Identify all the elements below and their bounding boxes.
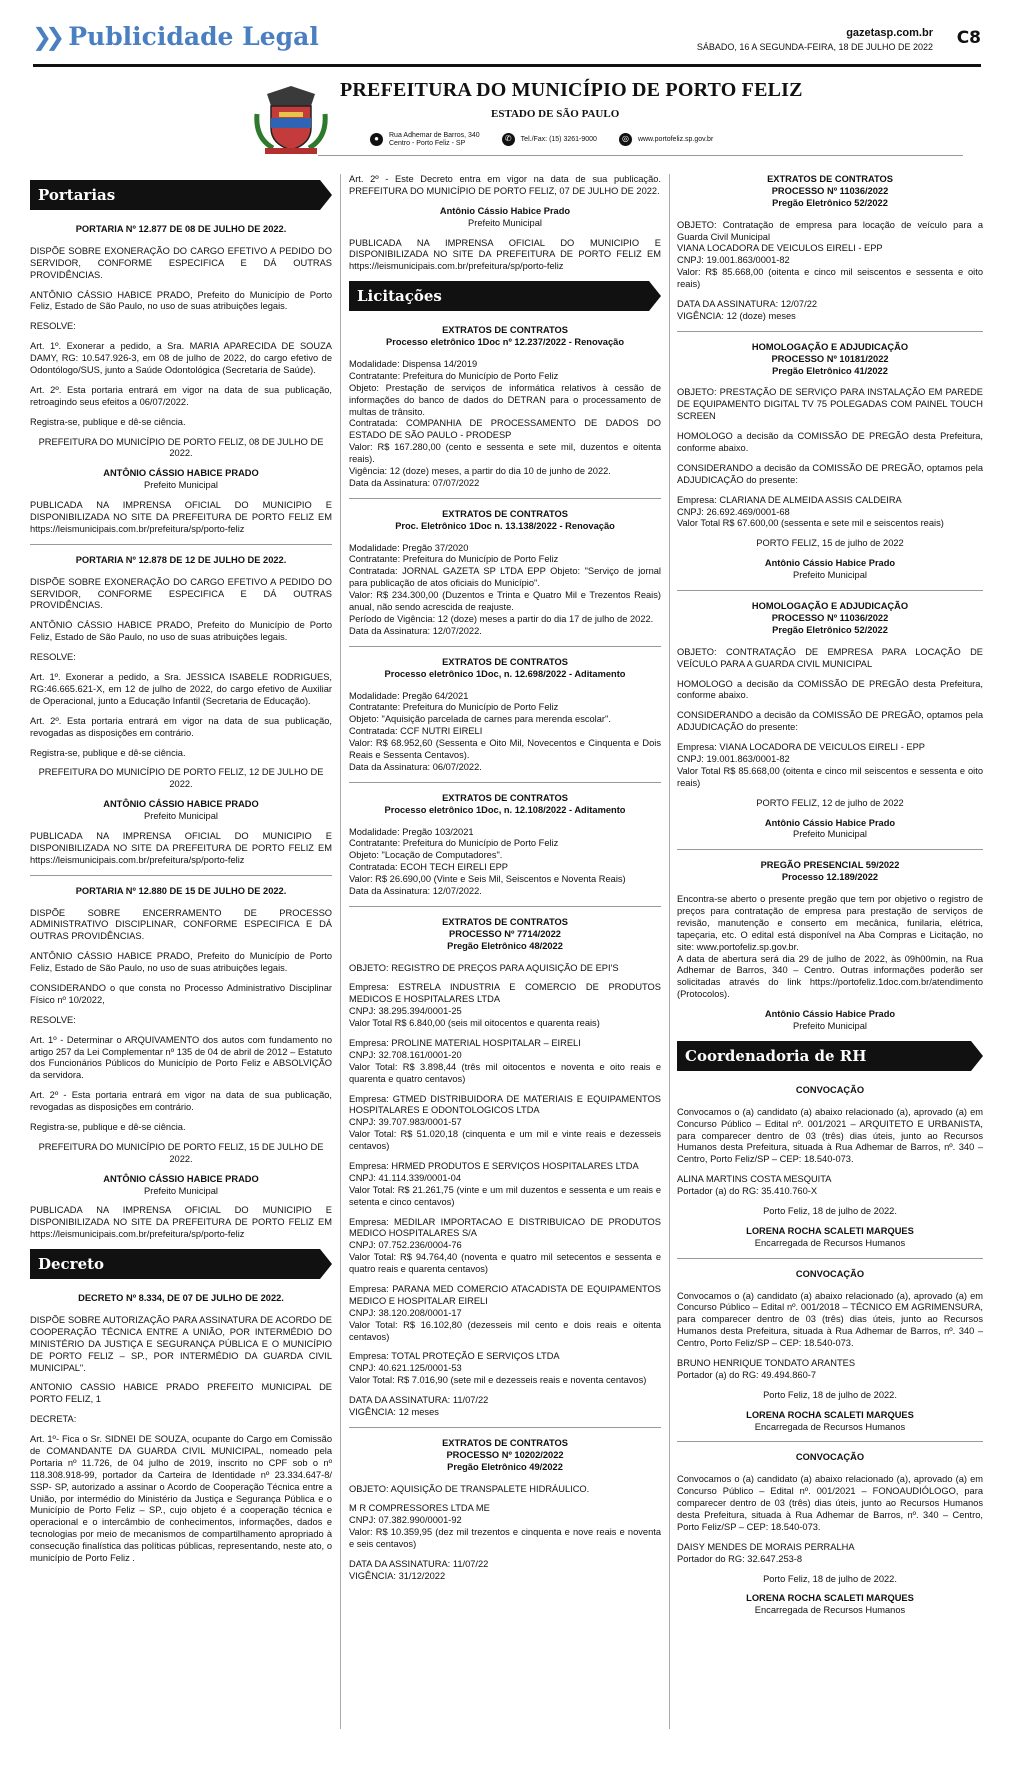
notice-place-date: Porto Feliz, 18 de julho de 2022. [763,1206,897,1216]
notice-paragraph: CONSIDERANDO a decisão da COMISSÃO DE PREGÃO, optamos pela ADJUDICAÇÃO do presente: [677,710,983,733]
publication-note: PUBLICADA NA IMPRENSA OFICIAL DO MUNICIPIO E DISPONIBILIZADA NO SITE DA PREFEITURA DE PORTO FELIZ EM https://leismunicipais.com.br/prefeitura/sp/porto-feliz [30,830,332,865]
item-divider [677,331,983,332]
section-header: Licitações [349,281,649,311]
notice-paragraph: Modalidade: Pregão 37/2020 Contratante: Prefeitura do Município de Porto Feliz Contratada: JORNAL GAZETA SP LTDA EPP Objeto: "Serviço de jornal para publicação de atos oficiais do Município". Valor: R$ 234.300,00 (Duzentos e Trinta e Quatro Mil e Trezentos Reais) anual, não sendo acrescida de reajuste. Período de Vigência: 12 (doze) meses a partir do dia 17 de julho de 2022. Data da Assinatura: 12/07/2022. [349,542,661,636]
prefeitura-subtitle: ESTADO DE SÃO PAULO [491,108,620,120]
notice-paragraph: Empresa: PARANA MED COMERCIO ATACADISTA DE EQUIPAMENTOS MEDICO E HOSPITALAR EIRELI CNPJ: 38.120.208/0001-17 Valor Total: R$ 16.102,80 (dezesseis mil cento e dois reais e oitenta centavos) [349,1284,661,1342]
notice-paragraph: Empresa: CLARIANA DE ALMEIDA ASSIS CALDEIRA CNPJ: 26.692.469/0001-68 Valor Total R$ 67.600,00 (sessenta e sete mil e seiscentos reais) [677,494,944,529]
column-2 [349,174,661,1591]
signer-name: Antônio Cássio Habice Prado [764,558,896,569]
coat-of-arms-icon [251,84,331,156]
notice-heading-line: PROCESSO Nº 10181/2022 [771,353,889,364]
page-header [0,0,1011,64]
column-divider [340,174,341,1729]
signature-block [677,1593,983,1617]
notice-paragraph: Art. 2º. Esta portaria entrará em vigor na data de sua publicação, revogadas as disposições em contrário. [30,715,332,738]
notice-paragraph: RESOLVE: [30,321,76,332]
notice-item [677,860,983,1033]
notice-heading-line: PORTARIA Nº 12.880 DE 15 DE JULHO DE 2022. [75,885,287,896]
notice-paragraph: Empresa: TOTAL PROTEÇÃO E SERVIÇOS LTDA CNPJ: 40.621.125/0001-53 Valor Total: R$ 7.016,90 (sete mil e dezesseis reais e noventa centavos) [349,1351,647,1386]
notice-heading-line: EXTRATOS DE CONTRATOS [442,792,568,803]
notice-paragraph: RESOLVE: [30,1014,76,1025]
notice-paragraph: Art. 1º - Determinar o ARQUIVAMENTO dos autos com fundamento no artigo 257 da Lei Complementar nº 135 de 04 de abril de 2012 – Estatuto dos Funcionários Públicos do Município de Porto Feliz e ABSOLVIÇÃO da servidora. [30,1034,332,1081]
contact-bar [370,132,735,147]
notice-heading-line: CONVOCAÇÃO [795,1268,865,1279]
notice-paragraph: ALINA MARTINS COSTA MESQUITA Portador (a) do RG: 35.410.760-X [677,1174,832,1197]
notice-heading [349,657,661,681]
item-divider [677,849,983,850]
signer-name: Antônio Cássio Habice Prado [439,205,571,216]
notice-paragraph: Convocamos o (a) candidato (a) abaixo relacionado (a), aprovado (a) em Concurso Público – Edital nº. 001/2021 – FONOAUDIÓLOGO, para comparecer dentro de 03 (três) dias úteis, junto ao Recursos Humanos desta Prefeitura, situada à Rua Adhemar de Barros, nº. 340 – Centro, Porto Feliz/SP – CEP: 18.540-073. [677,1474,983,1532]
item-divider [349,646,661,647]
section-brand [32,24,319,49]
phone-contact [502,133,597,146]
notice-paragraph: Modalidade: Pregão 64/2021 Contratante: Prefeitura do Município de Porto Feliz Objeto: "Aquisição parcelada de carnes para merenda escolar". Contratada: CCF NUTRI EIRELI Valor: R$ 68.952,60 (Sessenta e Oito Mil, Novecentos e Cinquenta e Dois Reais e Sessenta Centavos). Data da Assinatura: 06/07/2022. [349,690,661,772]
notice-paragraph: OBJETO: PRESTAÇÃO DE SERVIÇO PARA INSTALAÇÃO EM PAREDE DE EQUIPAMENTO DIGITAL TV 75 POLEGADAS COM PAINEL TOUCH SCREEN [677,387,983,422]
notice-item [677,174,983,323]
notice-item [677,1269,983,1434]
notice-item [677,342,983,582]
notice-place-date: PORTO FELIZ, 15 de julho de 2022 [756,538,904,549]
notice-heading-line: Proc. Eletrônico 1Doc n. 13.138/2022 - Renovação [395,520,615,531]
notice-heading [349,1438,661,1474]
notice-paragraph: M R COMPRESSORES LTDA ME CNPJ: 07.382.990/0001-92 Valor: R$ 10.359,95 (dez mil trezentos e cinquenta e nove reais e noventa e seis centavos) [349,1503,661,1550]
notice-paragraph: OBJETO: AQUISIÇÃO DE TRANSPALETE HIDRÁULICO. [349,1483,590,1494]
notice-heading [30,555,332,567]
notice-paragraph: Registra-se, publique e dê-se ciência. [30,416,186,427]
notice-item [349,1438,661,1583]
notice-paragraph: Empresa: ESTRELA INDUSTRIA E COMERCIO DE PRODUTOS MEDICOS E HOSPITALARES LTDA CNPJ: 38.295.394/0001-25 Valor Total R$ 6.840,00 (seis mil oitocentos e quarenta reais) [349,982,661,1029]
masthead [33,70,981,170]
notice-heading [677,1269,983,1281]
notice-paragraph: Empresa: GTMED DISTRIBUIDORA DE MATERIAIS E EQUIPAMENTOS HOSPITALARES E ODONTOLOGICOS LTDA CNPJ: 39.707.983/0001-57 Valor Total: R$ 51.020,18 (cinquenta e um mil e vinte reais e dezesseis centavos) [349,1093,661,1152]
page-number: C8 [956,28,981,48]
notice-heading-line: PORTARIA Nº 12.878 DE 12 DE JULHO DE 2022. [75,554,287,565]
notice-paragraph: Convocamos o (a) candidato (a) abaixo relacionado (a), aprovado (a) em Concurso Público – Edital nº. 001/2018 – TÉCNICO EM AGRIMENSURA, para comparecer dentro de 03 (três) dias úteis, junto ao Recursos Humanos desta Prefeitura, situada à Rua Adhemar de Barros, nº. 340 – Centro, Porto Feliz/SP – CEP: 18.540-073. [677,1290,983,1349]
notice-heading [677,174,983,210]
notice-paragraph: Modalidade: Pregão 103/2021 Contratante: Prefeitura do Município de Porto Feliz Objeto: "Locação de Computadores". Contratada: ECOH TECH EIRELI EPP Valor: R$ 26.690,00 (Vinte e Seis Mil, Seiscentos e Noventa Reais) Data da Assinatura: 12/07/2022. [349,826,626,896]
notice-paragraph: ANTÔNIO CÁSSIO HABICE PRADO, Prefeito do Município de Porto Feliz, Estado de São Paulo, no uso de suas atribuições legais. [30,289,332,312]
notice-paragraph: DATA DA ASSINATURA: 11/07/22 VIGÊNCIA: 31/12/2022 [349,1559,489,1581]
notice-heading-line: HOMOLOGAÇÃO E ADJUDICAÇÃO [751,341,909,352]
notice-place-date: Porto Feliz, 18 de julho de 2022. [763,1573,897,1584]
notice-paragraph: Art. 1º. Exonerar a pedido, a Sra. MARIA APARECIDA DE SOUZA DAMY, RG: 10.547.926-3, em 08 de julho de 2022, do cargo efetivo de Odontólogo/SUS, junto a Saúde Odontológica (Secretaria de Saúde). [30,341,332,376]
notice-paragraph: CONSIDERANDO o que consta no Processo Administrativo Disciplinar Físico nº 10/2022, [30,982,332,1005]
signer-role: Prefeito Municipal [793,829,867,840]
notice-paragraph: DISPÕE SOBRE ENCERRAMENTO DE PROCESSO ADMINISTRATIVO DISCIPLINAR, CONFORME ESPECIFICA E DÁ OUTRAS PROVIDÊNCIAS. [30,907,332,942]
signature-block [677,818,983,842]
signer-role: Prefeito Municipal [144,480,218,491]
phone-icon: ✆ [502,133,515,146]
section-header: Decreto [30,1249,320,1279]
notice-place-date: PREFEITURA DO MUNICÍPIO DE PORTO FELIZ, 12 DE JULHO DE 2022. [38,767,324,790]
notice-heading [677,601,983,637]
notice-item [30,224,332,536]
notice-paragraph: Art. 2º - Esta portaria entrará em vigor na data de sua publicação, revogadas as disposições em contrário. [30,1090,332,1113]
notice-heading-line: PROCESSO Nº 10202/2022 [446,1449,564,1460]
notice-paragraph: DAISY MENDES DE MORAIS PERRALHA Portador do RG: 32.647.253-8 [677,1541,855,1564]
notice-heading [349,325,661,349]
header-rule [33,64,981,67]
signer-name: Antônio Cássio Habice Prado [764,1009,896,1020]
phone-text: Tel./Fax: (15) 3261-9000 [520,135,597,143]
signature-block [677,1410,983,1434]
notice-paragraph: Empresa: VIANA LOCADORA DE VEICULOS EIRELI - EPP CNPJ: 19.001.863/0001-82 Valor Total R$ 85.668,00 (oitenta e cinco mil seiscentos e sessenta e oito reais) [677,742,983,788]
notice-heading-line: EXTRATOS DE CONTRATOS [442,656,568,667]
notice-paragraph: CONSIDERANDO a decisão da COMISSÃO DE PREGÃO, optamos pela ADJUDICAÇÃO do presente: [677,462,983,485]
notice-heading-line: Pregão Eletrônico 52/2022 [772,197,888,208]
address-line-1: Rua Adhemar de Barros, 340 [389,132,480,139]
notice-place-date: PREFEITURA DO MUNICÍPIO DE PORTO FELIZ, 08 DE JULHO DE 2022. [38,436,324,459]
notice-paragraph: OBJETO: Contratação de empresa para locação de veículo para a Guarda Civil Municipal VIANA LOCADORA DE VEICULOS EIRELI - EPP CNPJ: 19.001.863/0001-82 Valor: R$ 85.668,00 (oitenta e cinco mil seiscentos e sessenta e oito reais) [677,219,983,290]
notice-paragraph: RESOLVE: [30,652,76,663]
notice-paragraph: HOMOLOGO a decisão da COMISSÃO DE PREGÃO desta Prefeitura, conforme abaixo. [677,678,983,701]
signer-name: ANTÔNIO CÁSSIO HABICE PRADO [103,799,259,810]
notice-place-date: Porto Feliz, 18 de julho de 2022. [763,1389,897,1400]
notice-heading-line: DECRETO Nº 8.334, DE 07 DE JULHO DE 2022. [78,1293,284,1304]
notice-heading-line: EXTRATOS DE CONTRATOS [442,508,568,519]
address-text [389,132,480,147]
address-contact [370,132,480,147]
item-divider [677,590,983,591]
notice-heading-line: EXTRATOS DE CONTRATOS [767,174,893,184]
section-header: Coordenadoria de RH [677,1041,971,1071]
notice-heading [30,224,332,236]
notice-paragraph: Empresa: MEDILAR IMPORTACAO E DISTRIBUICAO DE PRODUTOS MEDICO HOSPITALARES S/A CNPJ: 07.752.236/0004-76 Valor Total: R$ 94.764,40 (noventa e quatro mil setecentos e sessenta e quatro reais e quarenta centavos) [349,1216,661,1275]
item-divider [349,906,661,907]
column-3 [677,174,983,1625]
signer-role: Prefeito Municipal [144,811,218,822]
notice-paragraph: Art. 1º- Fica o Sr. SIDNEI DE SOUZA, ocupante do Cargo em Comissão de COMANDANTE DA GUARDA CIVIL MUNICIPAL, nomeado pela Portaria nº 11.726, de 04 julho de 2019, inscrito no CPF sob o nº 118.308.918-99, portador da Carteira de Identidade nº 23.334.647-8/ SSP- SP, autorizado a assinar o Acordo de Cooperação Técnica entre a União, por intermédio do Ministério da Justiça e Segurança Pública e o Município de Porto Feliz – SP., cujo objeto é a cooperação técnica e operacional e o intercâmbio de conhecimentos, informações, dados e tecnologias por meio de mecanismos de compartilhamento apropriado à consecução finalística das políticas públicas, representando, neste ato, o município de Porto Feliz . [30,1434,332,1564]
notice-paragraph: DISPÕE SOBRE EXONERAÇÃO DO CARGO EFETIVO A PEDIDO DO SERVIDOR, CONFORME ESPECIFICA E DÁ OUTRAS PROVIDÊNCIAS. [30,576,332,611]
publication-note: PUBLICADA NA IMPRENSA OFICIAL DO MUNICIPIO E DISPONIBILIZADA NO SITE DA PREFEITURA DE PORTO FELIZ EM https://leismunicipais.com.br/prefeitura/sp/porto-feliz [30,500,332,534]
notice-heading [30,886,332,898]
item-divider [30,875,332,876]
signature-block [677,1009,983,1033]
issue-date: SÁBADO, 16 A SEGUNDA-FEIRA, 18 DE JULHO DE 2022 [696,42,933,52]
notice-heading [349,509,661,533]
notice-heading-line: Pregão Eletrônico 41/2022 [772,365,888,376]
publication-note: PUBLICADA NA IMPRENSA OFICIAL DO MUNICIPIO E DISPONIBILIZADA NO SITE DA PREFEITURA DE PORTO FELIZ EM https://leismunicipais.com.br/prefeitura/sp/porto-feliz [30,1205,332,1240]
notice-heading-line: EXTRATOS DE CONTRATOS [442,325,568,336]
notice-paragraph: ANTONIO CASSIO HABICE PRADO PREFEITO MUNICIPAL DE PORTO FELIZ, 1 [30,1382,332,1405]
signer-role: Prefeito Municipal [793,570,867,581]
notice-paragraph: DISPÕE SOBRE EXONERAÇÃO DO CARGO EFETIVO A PEDIDO DO SERVIDOR, CONFORME ESPECIFICA E DÁ OUTRAS PROVIDÊNCIAS. [30,245,332,280]
double-chevron-icon: ❯❯ [32,22,59,51]
notice-heading-line: CONVOCAÇÃO [795,1084,865,1095]
signer-role: Prefeito Municipal [468,217,542,228]
notice-heading-line: HOMOLOGAÇÃO E ADJUDICAÇÃO [751,601,909,612]
column-1 [30,174,332,1573]
site-url[interactable]: gazetasp.com.br [846,27,933,39]
signer-role: Encarregada de Recursos Humanos [754,1605,906,1616]
notice-paragraph: Empresa: PROLINE MATERIAL HOSPITALAR – EIRELI CNPJ: 32.708.161/0001-20 Valor Total: R$ 3.898,44 (três mil oitocentos e noventa e oito reais e quarenta e quatro centavos) [349,1037,661,1084]
notice-paragraph: Art. 2º - Este Decreto entra em vigor na data de sua publicação. PREFEITURA DO MUNICÍPIO DE PORTO FELIZ, 07 DE JULHO DE 2022. [349,174,661,196]
prefeitura-title: PREFEITURA DO MUNICÍPIO DE PORTO FELIZ [340,79,803,101]
notice-heading [30,1293,332,1305]
notice-heading-line: PROCESSO Nº 7714/2022 [449,928,561,939]
signature-block [30,468,332,492]
notice-paragraph: OBJETO: REGISTRO DE PREÇOS PARA AQUISIÇÃO DE EPI'S [349,962,619,973]
signature-block [30,1174,332,1198]
notice-heading-line: Pregão Eletrônico 49/2022 [447,1461,563,1472]
notice-paragraph: Registra-se, publique e dê-se ciência. [30,1121,186,1132]
notice-paragraph: HOMOLOGO a decisão da COMISSÃO DE PREGÃO desta Prefeitura, conforme abaixo. [677,431,983,454]
notice-paragraph: Modalidade: Dispensa 14/2019 Contratante: Prefeitura do Município de Porto Feliz Objeto: Prestação de serviços de informática relativos à cessão de informações do banco de dados do DETRAN para o processamento de multas de trânsito. Contratada: COMPANHIA DE PROCESSAMENTO DE DADOS DO ESTADO DE SÃO PAULO - PRODESP Valor: R$ 167.280,00 (cento e sessenta e sete mil, duzentos e oitenta reais). Vigência: 12 (doze) meses, a partir do dia 10 de junho de 2022. Data da Assinatura: 07/07/2022 [349,359,661,488]
notice-heading [677,860,983,884]
notice-paragraph: Encontra-se aberto o presente pregão que tem por objetivo o registro de preços para contratação de empresa para prestação de serviços de revisão, manutenção e conserto em mecânica, funilaria, elétrica, tapeçaria, etc. O edital está disponível na Aba Compras e Licitação, no site: www.portofeliz.sp.gov.br. A data de abertura será dia 29 de julho de 2022, às 09h00min, na Rua Adhemar de Barros, 340 – Centro. Outras informações poderão ser solicitadas através do link https://portofeliz.1doc.com.br/atendimento (Protocolos). [677,894,983,1000]
notice-paragraph: Registra-se, publique e dê-se ciência. [30,747,186,758]
notice-paragraph: Art. 1º. Exonerar a pedido, a Sra. JESSICA ISABELE RODRIGUES, RG:46.665.621-X, em 12 de julho de 2022, do cargo efetivo de Auxiliar de Operacional, junto a Educação Infantil (Secretaria de Educação). [30,672,332,706]
item-divider [349,782,661,783]
signer-name: ANTÔNIO CÁSSIO HABICE PRADO [103,1173,259,1184]
notice-paragraph: DATA DA ASSINATURA: 11/07/22 VIGÊNCIA: 12 meses [349,1395,489,1418]
web-text[interactable]: www.portofeliz.sp.gov.br [637,135,714,143]
signature-block [349,206,661,230]
item-divider [677,1258,983,1259]
notice-item [30,555,332,867]
notice-heading-line: EXTRATOS DE CONTRATOS [442,916,568,927]
signer-name: LORENA ROCHA SCALETI MARQUES [746,1593,914,1604]
notice-heading [677,1452,983,1464]
signer-role: Encarregada de Recursos Humanos [754,1421,906,1432]
publication-note: PUBLICADA NA IMPRENSA OFICIAL DO MUNICIPIO E DISPONIBILIZADA NO SITE DA PREFEITURA DE PORTO FELIZ EM https://leismunicipais.com.br/prefeitura/sp/porto-feliz [349,237,661,272]
notice-heading-line: EXTRATOS DE CONTRATOS [442,1437,568,1448]
notice-paragraph: ANTÔNIO CÁSSIO HABICE PRADO, Prefeito do Município de Porto Feliz, Estado de São Paulo, no uso de suas atribuições legais. [30,620,332,643]
notice-item [677,601,983,841]
signer-name: LORENA ROCHA SCALETI MARQUES [746,1409,914,1420]
location-pin-icon: ● [370,133,383,146]
notice-heading-line: CONVOCAÇÃO [795,1452,865,1463]
web-contact [619,133,713,146]
signer-name: ANTÔNIO CÁSSIO HABICE PRADO [103,468,259,479]
notice-heading [677,1085,983,1097]
signer-role: Prefeito Municipal [144,1185,218,1196]
notice-heading [349,793,661,817]
notice-place-date: PREFEITURA DO MUNICÍPIO DE PORTO FELIZ, 15 DE JULHO DE 2022. [38,1141,324,1164]
notice-paragraph: DATA DA ASSINATURA: 12/07/22 VIGÊNCIA: 12 (doze) meses [677,299,818,321]
notice-item [349,509,661,638]
notice-paragraph: DISPÕE SOBRE AUTORIZAÇÃO PARA ASSINATURA DE ACORDO DE COOPERAÇÃO TÉCNICA ENTRE A UNIÃO, POR INTERMÉDIO DO MINISTÉRIO DA JUSTIÇA E SEGURANÇA PÚBLICA E O MUNICÍPIO DE PORTO FELIZ – SP., POR INTERMÉDIO DA GUARDA CIVIL MUNICIPAL". [30,1315,332,1373]
notice-item [30,1293,332,1565]
notice-item [349,793,661,898]
notice-paragraph: BRUNO HENRIQUE TONDATO ARANTES Portador (a) do RG: 49.494.860-7 [677,1358,856,1380]
notice-item [349,174,661,273]
notice-heading-line: Pregão Eletrônico 48/2022 [447,940,563,951]
notice-paragraph: OBJETO: CONTRATAÇÃO DE EMPRESA PARA LOCAÇÃO DE VEÍCULO PARA A GUARDA CIVIL MUNICIPAL [677,646,983,669]
item-divider [30,544,332,545]
notice-heading-line: PREGÃO PRESENCIAL 59/2022 [760,860,900,871]
notice-item [349,325,661,490]
signature-block [677,1226,983,1250]
section-header: Portarias [30,180,320,210]
signature-block [30,799,332,823]
column-divider [669,174,670,1729]
notice-item [677,1085,983,1250]
notice-heading-line: Processo eletrônico 1Doc, n. 12.108/2022 - Aditamento [384,804,626,815]
globe-icon: ◎ [619,133,632,146]
masthead-rule [318,155,963,156]
notice-heading-line: Pregão Eletrônico 52/2022 [772,624,888,635]
notice-item [349,657,661,774]
notice-paragraph: ANTÔNIO CÁSSIO HABICE PRADO, Prefeito do Município de Porto Feliz, Estado de São Paulo, no uso de suas atribuições legais. [30,951,332,974]
notice-paragraph: Empresa: HRMED PRODUTOS E SERVIÇOS HOSPITALARES LTDA CNPJ: 41.114.339/0001-04 Valor Total: R$ 21.261,75 (vinte e um mil duzentos e sessenta e um reais e setenta e cinco centavos) [349,1161,661,1207]
notice-heading-line: PORTARIA Nº 12.877 DE 08 DE JULHO DE 2022. [75,224,287,234]
notice-item [30,886,332,1241]
signer-role: Encarregada de Recursos Humanos [754,1237,906,1248]
notice-heading-line: Processo 12.189/2022 [781,872,879,883]
notice-item [349,917,661,1419]
notice-heading-line: PROCESSO Nº 11036/2022 [771,185,889,196]
signature-block [677,558,983,582]
signer-role: Prefeito Municipal [793,1020,867,1031]
notice-item [677,1452,983,1617]
notice-place-date: PORTO FELIZ, 12 de julho de 2022 [756,797,904,808]
notice-paragraph: DECRETA: [30,1414,77,1425]
address-line-2: Centro - Porto Feliz - SP [389,139,466,147]
item-divider [349,498,661,499]
item-divider [349,1427,661,1428]
item-divider [677,1441,983,1442]
notice-paragraph: Convocamos o (a) candidato (a) abaixo relacionado (a), aprovado (a) em Concurso Público – Edital nº. 001/2021 – ARQUITETO E URBANISTA, para comparecer dentro de 03 (três) dias úteis, junto ao Recursos Humanos desta Prefeitura, situada à Rua Adhemar de Barros, nº. 340 – Centro, Porto Feliz/SP – CEP: 18.540-073. [677,1106,983,1165]
signer-name: LORENA ROCHA SCALETI MARQUES [746,1225,914,1236]
signer-name: Antônio Cássio Habice Prado [764,817,896,828]
notice-heading-line: Processo eletrônico 1Doc nº 12.237/2022 - Renovação [386,337,624,348]
notice-heading-line: PROCESSO Nº 11036/2022 [771,612,889,623]
notice-heading [677,342,983,378]
notice-paragraph: Art. 2º. Esta portaria entrará em vigor na data de sua publicação, retroagindo seus efeitos a 06/07/2022. [30,384,332,407]
notice-heading-line: Processo eletrônico 1Doc, n. 12.698/2022 - Aditamento [384,668,626,679]
section-title: Publicidade Legal [68,22,319,51]
notice-heading [349,917,661,953]
